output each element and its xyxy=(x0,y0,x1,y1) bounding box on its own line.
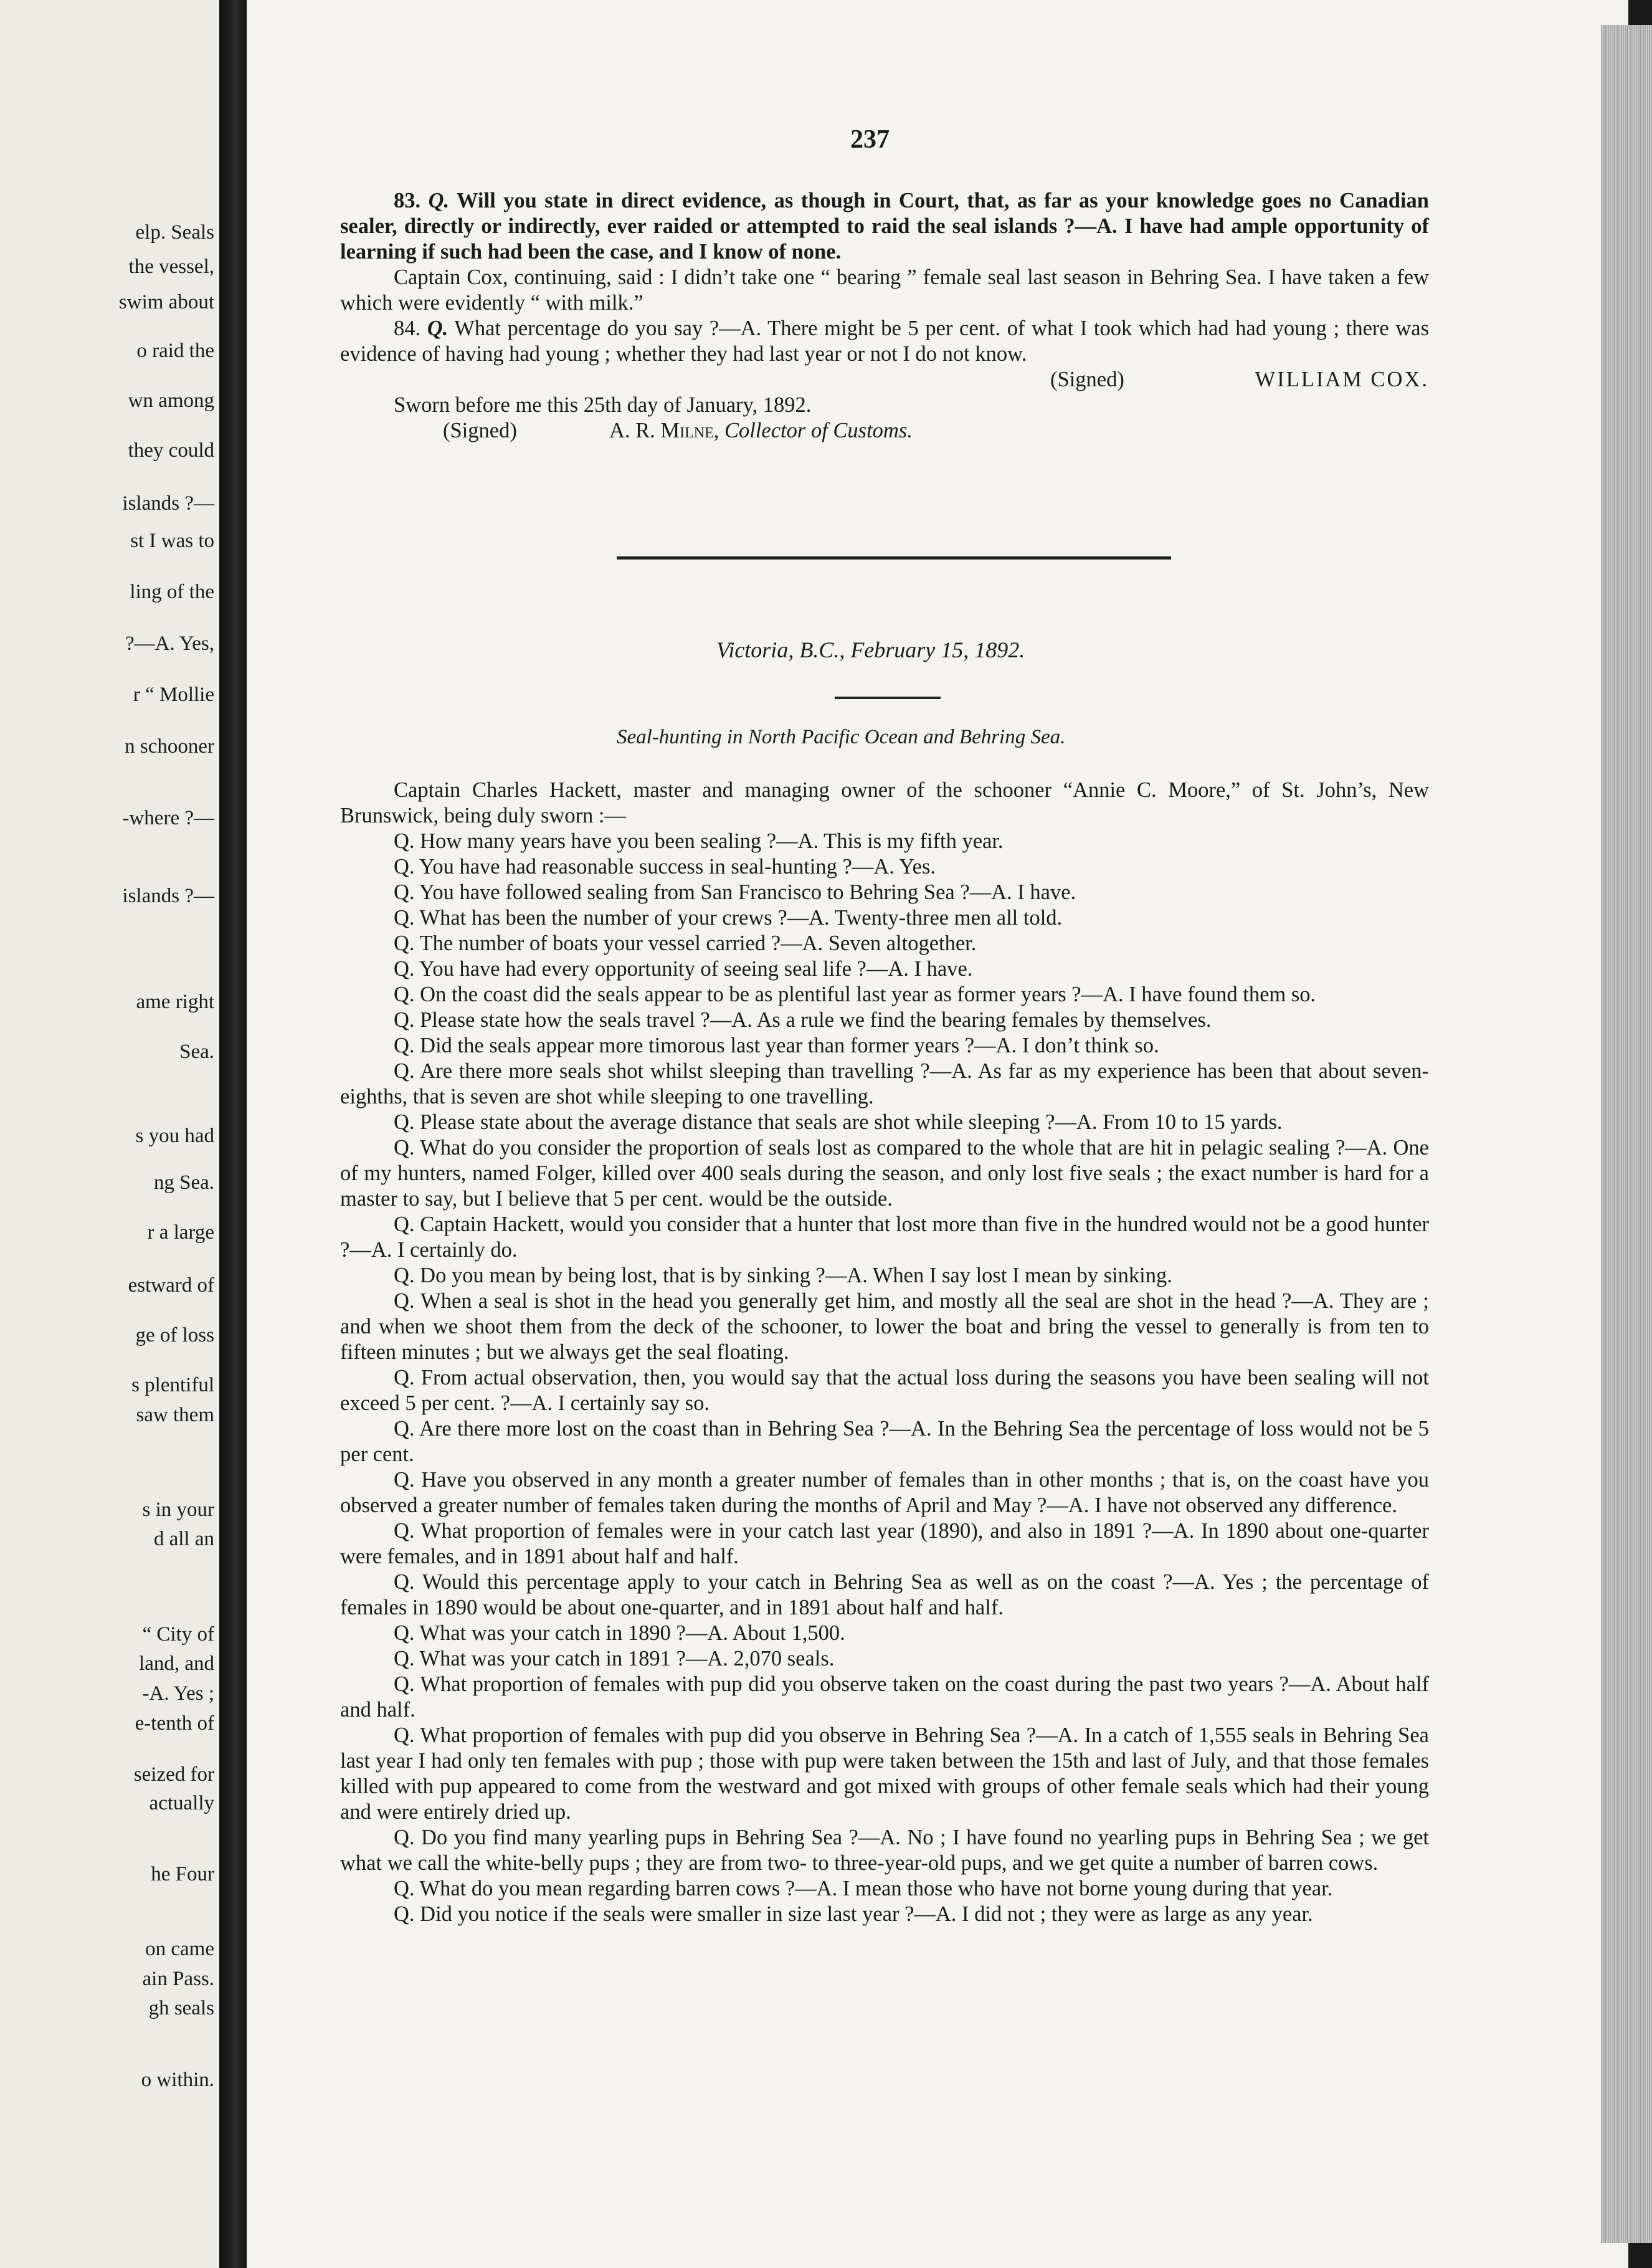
facing-page-fragment xyxy=(0,0,219,2268)
question-marker: Q. xyxy=(428,189,450,212)
facing-page-line: islands ?— xyxy=(122,492,214,515)
facing-page-line: wn among xyxy=(128,389,214,412)
facing-page-line: the vessel, xyxy=(128,255,214,278)
facing-page-line: islands ?— xyxy=(122,885,214,907)
facing-page-line: r “ Mollie xyxy=(133,684,214,706)
facing-page-line: r a large xyxy=(147,1221,214,1244)
subject-heading: Seal-hunting in North Pacific Ocean and Behring Sea. xyxy=(617,726,1066,748)
qa-paragraph: Q. The number of boats your vessel carried ?—A. Seven altogether. xyxy=(394,932,977,955)
facing-page-line: -A. Yes ; xyxy=(142,1682,214,1705)
qa-paragraph: Q. What has been the number of your crews ?—A. Twenty-three men all told. xyxy=(394,906,1063,930)
qa-paragraph: Q. Do you find many yearling pups in Behring Sea ?—A. No ; I have found no yearling pups in Behring Sea ; we get what we call the white-belly pups ; they are from two- to three-year-old pups, and we get quite a number of barren cows. xyxy=(340,1826,1429,1875)
collector-title: Collector of Customs. xyxy=(724,419,913,442)
qa-paragraph: Q. Did the seals appear more timorous last year than former years ?—A. I don’t think so. xyxy=(394,1034,1159,1057)
book-gutter xyxy=(219,0,247,2268)
qa-paragraph: Q. Are there more seals shot whilst sleeping than travelling ?—A. As far as my experience has been that about seven-eighths, that is seven are shot while sleeping to one travelling. xyxy=(340,1059,1429,1108)
question-text: Will you state in direct evidence, as though in Court, that, as far as your knowledge goes no Canadian sealer, directly or indirectly, ever raided or attempted to raid the seal islands ?—A. I have had ample opportunity of learning if such had been the case, and I know of none. xyxy=(340,189,1429,264)
facing-page-line: d all an xyxy=(153,1528,214,1550)
facing-page-line: ain Pass. xyxy=(142,1968,214,1990)
facing-page-line: o within. xyxy=(141,2069,214,2091)
facing-page-line: n schooner xyxy=(125,735,214,758)
collector-signature xyxy=(609,418,913,444)
page-edge-stack xyxy=(1601,25,1652,2243)
qa-paragraph: Q. When a seal is shot in the head you generally get him, and mostly all the seal are shot in the head ?—A. They are ; and when we shoot them from the deck of the schooner, to lower the boat and bring the vessel to generally is from ten to fifteen minutes ; but we always get the seal floating. xyxy=(340,1289,1429,1364)
facing-page-line: ge of loss xyxy=(135,1324,214,1346)
deponent-introduction: Captain Charles Hackett, master and managing owner of the schooner “Annie C. Moore,” of St. John’s, New Brunswick, being duly sworn :— xyxy=(340,778,1429,827)
facing-page-line: actually xyxy=(149,1792,214,1814)
dateline: Victoria, B.C., February 15, 1892. xyxy=(716,637,1025,662)
hackett-testimony-section xyxy=(340,778,1429,1927)
qa-paragraph: Q. Would this percentage apply to your catch in Behring Sea as well as on the coast ?—A. Yes ; the percentage of females in 1890 would be about one-quarter, and in 1891 about half and half. xyxy=(340,1570,1429,1619)
facing-page-line: on came xyxy=(145,1938,214,1960)
qa-paragraph: Q. What was your catch in 1890 ?—A. About 1,500. xyxy=(394,1621,845,1645)
question-83 xyxy=(340,188,1429,265)
signed-label: (Signed) xyxy=(443,419,517,442)
facing-page-line: s plentiful xyxy=(131,1374,214,1396)
facing-page-line: o raid the xyxy=(136,340,214,362)
facing-page-line: ?—A. Yes, xyxy=(125,632,214,655)
qa-paragraph: Q. What do you mean regarding barren cows ?—A. I mean those who have not borne young during that year. xyxy=(394,1877,1333,1900)
facing-page-line: “ City of xyxy=(142,1623,214,1646)
qa-paragraph: Q. What proportion of females with pup did you observe taken on the coast during the past two years ?—A. About half and half. xyxy=(340,1672,1429,1722)
facing-page-line: seized for xyxy=(133,1763,214,1786)
facing-page-line: he Four xyxy=(151,1863,214,1885)
facing-page-line: -where ?— xyxy=(122,807,214,829)
qa-paragraph: Q. You have followed sealing from San Francisco to Behring Sea ?—A. I have. xyxy=(394,880,1076,904)
question-marker: Q. xyxy=(427,317,449,340)
facing-page-line: e-tenth of xyxy=(135,1712,214,1735)
qa-paragraph: Q. What do you consider the proportion of seals lost as compared to the whole that are hit in pelagic sealing ?—A. One of my hunters, named Folger, killed over 400 seals during the season, and only lost five seals ; the exact number is hard for a master to say, but I believe that 5 per cent. would be the outside. xyxy=(340,1136,1429,1211)
facing-page-line: saw them xyxy=(136,1404,214,1426)
qa-paragraph: Q. Captain Hackett, would you consider that a hunter that lost more than five in the hundred would not be a good hunter ?—A. I certainly do. xyxy=(340,1213,1429,1262)
qa-paragraph: Q. From actual observation, then, you would say that the actual loss during the seasons you have been sealing will not exceed 5 per cent. ?—A. I certainly say so. xyxy=(340,1366,1429,1415)
facing-page-line: land, and xyxy=(139,1652,214,1675)
collector-signature-line xyxy=(340,418,1429,444)
qa-paragraph: Q. What was your catch in 1891 ?—A. 2,070 seals. xyxy=(394,1647,835,1670)
signatory-name: WILLIAM COX. xyxy=(1255,368,1429,391)
qa-paragraph: Q. Have you observed in any month a greater number of females than in other months ; that is, on the coast have you observed a greater number of females taken during the months of April and May ?—A. I have not observed any difference. xyxy=(340,1468,1429,1517)
facing-page-line: they could xyxy=(128,439,214,462)
facing-page-line: elp. Seals xyxy=(135,221,214,244)
facing-page-line: estward of xyxy=(128,1274,214,1297)
qa-paragraph: Q. You have had reasonable success in seal-hunting ?—A. Yes. xyxy=(394,855,936,879)
question-84 xyxy=(340,316,1429,367)
qa-paragraph: Q. Do you mean by being lost, that is by sinking ?—A. When I say lost I mean by sinking. xyxy=(394,1264,1172,1287)
facing-page-line: ame right xyxy=(136,991,214,1013)
short-divider xyxy=(835,697,941,699)
section-divider xyxy=(617,556,1171,560)
collector-name: A. R. Milne, xyxy=(609,419,719,442)
question-text: What percentage do you say ?—A. There might be 5 per cent. of what I took which had had young ; there was evidence of having had young ; whether they had last year or not I do not know. xyxy=(340,317,1429,366)
facing-page-line: Sea. xyxy=(179,1041,214,1063)
facing-page-line: s you had xyxy=(135,1125,214,1147)
signed-label: (Signed) xyxy=(1050,368,1124,391)
facing-page-line: gh seals xyxy=(148,1997,214,2019)
facing-page-line: ling of the xyxy=(130,581,214,603)
cox-testimony-section xyxy=(340,188,1429,444)
signature-line xyxy=(340,367,1429,393)
qa-paragraph: Q. On the coast did the seals appear to be as plentiful last year as former years ?—A. I have found them so. xyxy=(394,983,1316,1006)
facing-page-line: st I was to xyxy=(130,530,214,552)
qa-paragraph: Q. Please state about the average distance that seals are shot while sleeping ?—A. From 10 to 15 yards. xyxy=(394,1110,1283,1134)
qa-paragraph: Q. How many years have you been sealing ?—A. This is my fifth year. xyxy=(394,829,1004,853)
cox-continuing-paragraph: Captain Cox, continuing, said : I didn’t take one “ bearing ” female seal last season in Behring Sea. I have taken a few which were evidently “ with milk.” xyxy=(340,265,1429,315)
qa-paragraph: Q. What proportion of females with pup did you observe in Behring Sea ?—A. In a catch of 1,555 seals in Behring Sea last year I had only ten females with pup ; those with pup were taken between the 15th and last of July, and that those females killed with pup appeared to come from the westward and got mixed with groups of other female seals which had their young and were entirely dried up. xyxy=(340,1723,1429,1824)
qa-paragraph: Q. What proportion of females were in your catch last year (1890), and also in 1891 ?—A. In 1890 about one-quarter were females, and in 1891 about half and half. xyxy=(340,1519,1429,1568)
qa-paragraph: Q. Are there more lost on the coast than in Behring Sea ?—A. In the Behring Sea the percentage of loss would not be 5 per cent. xyxy=(340,1417,1429,1466)
sworn-statement: Sworn before me this 25th day of January, 1892. xyxy=(394,393,812,417)
qa-paragraph: Q. You have had every opportunity of seeing seal life ?—A. I have. xyxy=(394,957,973,981)
facing-page-line: s in your xyxy=(142,1498,214,1521)
page-number: 237 xyxy=(850,125,890,154)
facing-page-line: swim about xyxy=(118,291,214,313)
question-number: 83. xyxy=(394,189,421,212)
question-number: 84. xyxy=(394,317,421,340)
qa-paragraph: Q. Please state how the seals travel ?—A. As a rule we find the bearing females by themselves. xyxy=(394,1008,1212,1032)
qa-paragraph: Q. Did you notice if the seals were smaller in size last year ?—A. I did not ; they were as large as any year. xyxy=(394,1902,1313,1926)
facing-page-line: ng Sea. xyxy=(153,1171,214,1194)
